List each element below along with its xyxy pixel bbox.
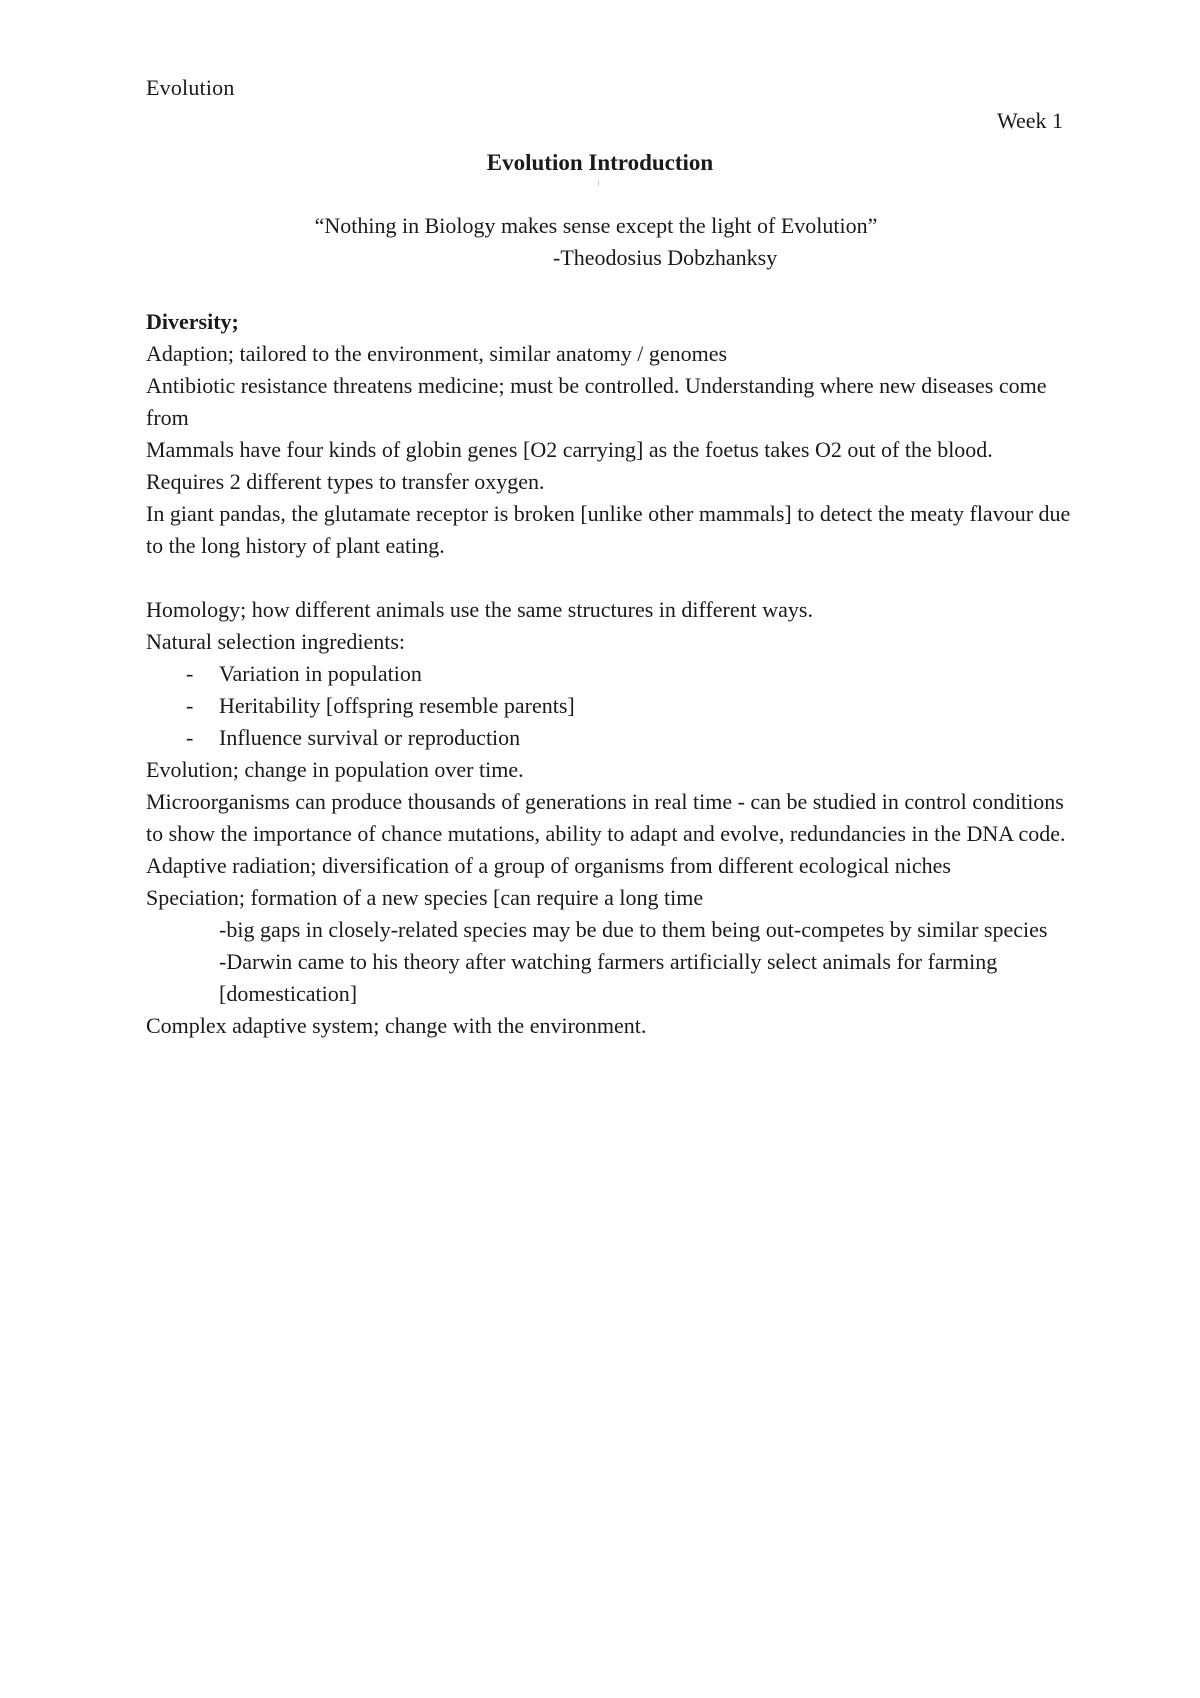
header-week: Week 1 [996, 108, 1063, 133]
header-subject: Evolution [146, 75, 235, 100]
speciation-note: -big gaps in closely-related species may be due to them being out-competes by similar species [219, 917, 1048, 942]
paragraph-pandas: In giant pandas, the glutamate receptor is broken [unlike other mammals] to detect the meaty flavour due to the long history of plant eating. [146, 501, 1071, 558]
speciation-note: -Darwin came to his theory after watching farmers artificially select animals for farming [domestication] [219, 949, 998, 1006]
paragraph-adaptive-radiation: Adaptive radiation; diversification of a group of organisms from different ecological niches [146, 853, 951, 878]
paragraph-globin: Mammals have four kinds of globin genes [O2 carrying] as the foetus takes O2 out of the blood. Requires 2 different types to transfer oxygen. [146, 437, 993, 494]
list-item-text: Influence survival or reproduction [219, 725, 521, 750]
bullet-dash: - [186, 725, 194, 750]
paragraph-complex-system: Complex adaptive system; change with the environment. [146, 1013, 647, 1038]
list-item [146, 658, 1076, 690]
paragraph-antibiotic: Antibiotic resistance threatens medicine; must be controlled. Understanding where new diseases come from [146, 373, 1047, 430]
ingredient-list [146, 658, 1076, 754]
paragraph-adaption: Adaption; tailored to the environment, similar anatomy / genomes [146, 341, 728, 366]
blank-line [146, 562, 1076, 594]
list-item-text: Variation in population [219, 661, 422, 686]
paragraph-evolution: Evolution; change in population over time. [146, 757, 524, 782]
list-item [146, 722, 1076, 754]
bullet-dash: - [186, 661, 194, 686]
list-item [146, 690, 1076, 722]
decorative-mark [598, 180, 599, 186]
bullet-dash: - [186, 693, 194, 718]
section-heading-diversity: Diversity; [146, 309, 239, 334]
quote-text: “Nothing in Biology makes sense except the light of Evolution” [314, 213, 878, 238]
paragraph-ns-intro: Natural selection ingredients: [146, 629, 406, 654]
list-item-text: Heritability [offspring resemble parents] [219, 693, 575, 718]
paragraph-homology: Homology; how different animals use the same structures in different ways. [146, 597, 813, 622]
paragraph-microorganisms: Microorganisms can produce thousands of generations in real time - can be studied in control conditions to show the importance of chance mutations, ability to adapt and evolve, redundancies in the DNA code. [146, 789, 1066, 846]
paragraph-speciation: Speciation; formation of a new species [can require a long time [146, 885, 704, 910]
page-title: Evolution Introduction [486, 150, 714, 175]
quote-author: -Theodosius Dobzhanksy [553, 245, 778, 270]
document-body [146, 306, 1076, 1042]
